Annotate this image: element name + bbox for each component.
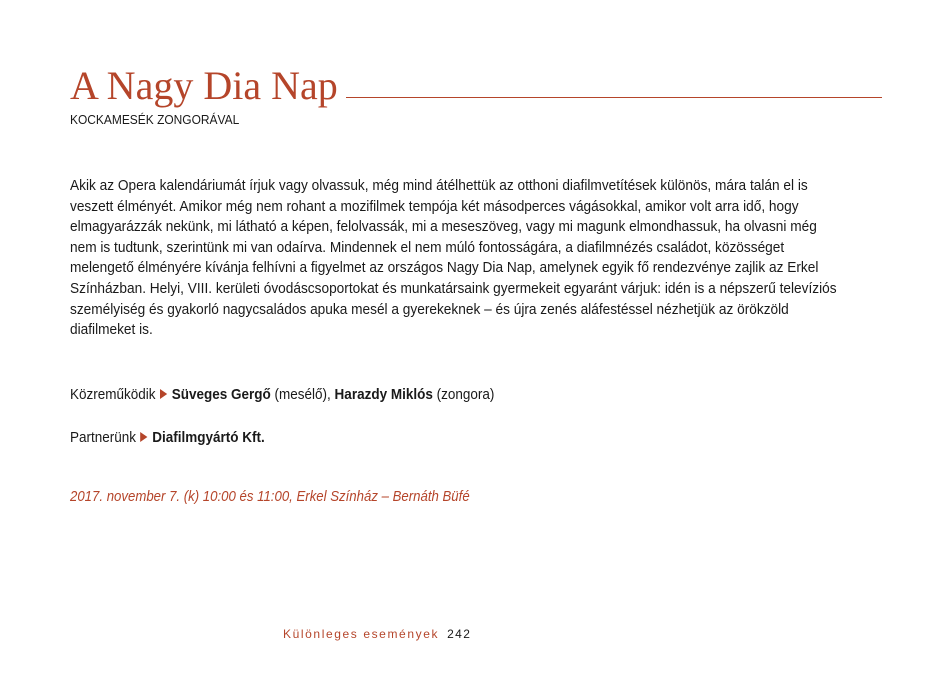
page-subtitle: KOCKAMESÉK ZONGORÁVAL bbox=[70, 112, 240, 127]
performer-role: (zongora) bbox=[436, 386, 495, 403]
partner-label: Partnerünk bbox=[70, 429, 137, 446]
event-date-line: 2017. november 7. (k) 10:00 és 11:00, Erkel Színház – Bernáth Büfé bbox=[70, 488, 470, 505]
performer-role: (mesélő), bbox=[274, 386, 331, 403]
title-row bbox=[70, 64, 882, 108]
partner-line bbox=[70, 429, 265, 446]
title-rule bbox=[346, 97, 882, 98]
footer-section-title: Különleges események bbox=[283, 627, 440, 641]
performer-name: Harazdy Miklós bbox=[334, 386, 433, 403]
triangle-right-icon bbox=[160, 389, 167, 399]
page-footer bbox=[283, 627, 471, 641]
performer-name: Süveges Gergő bbox=[171, 386, 271, 403]
triangle-right-icon bbox=[141, 432, 148, 442]
partner-name: Diafilmgyártó Kft. bbox=[152, 429, 265, 446]
page-title: A Nagy Dia Nap bbox=[70, 63, 338, 108]
page-number: 242 bbox=[447, 627, 472, 641]
body-paragraph: Akik az Opera kalendáriumát írjuk vagy olvassuk, még mind átélhettük az otthoni diafilmvetítések különös, mára talán el is veszett élményét. Amikor még nem rohant a mozifilmek tempója két másodperces vágásokkal, amikor volt arra idő, hogy elmagyarázzák nekünk, mi látható a képen, felolvassák, mi a meseszöveg, vagy mi magunk elmondhassuk, ha olvasni még nem is tudtunk, szerintünk mi van odaírva. Mindennek el nem múló fontosságára, a diafilmnézés családot, közösséget melengető élményére kívánja felhívni a figyelmet az országos Nagy Dia Nap, amelynek egyik fő rendezvénye zajlik az Erkel Színházban. Helyi, VIII. kerületi óvodáscsoportokat és munkatársaink gyermekeit egyaránt várjuk: idén is a népszerű televíziós személyiség és gyakorló nagycsaládos apuka mesél a gyerekeknek – és újra zenés aláfestéssel nézhetjük az örökzöld diafilmeket is. bbox=[70, 177, 837, 339]
contrib-label: Közreműködik bbox=[70, 386, 156, 403]
contributors-line bbox=[70, 386, 494, 403]
